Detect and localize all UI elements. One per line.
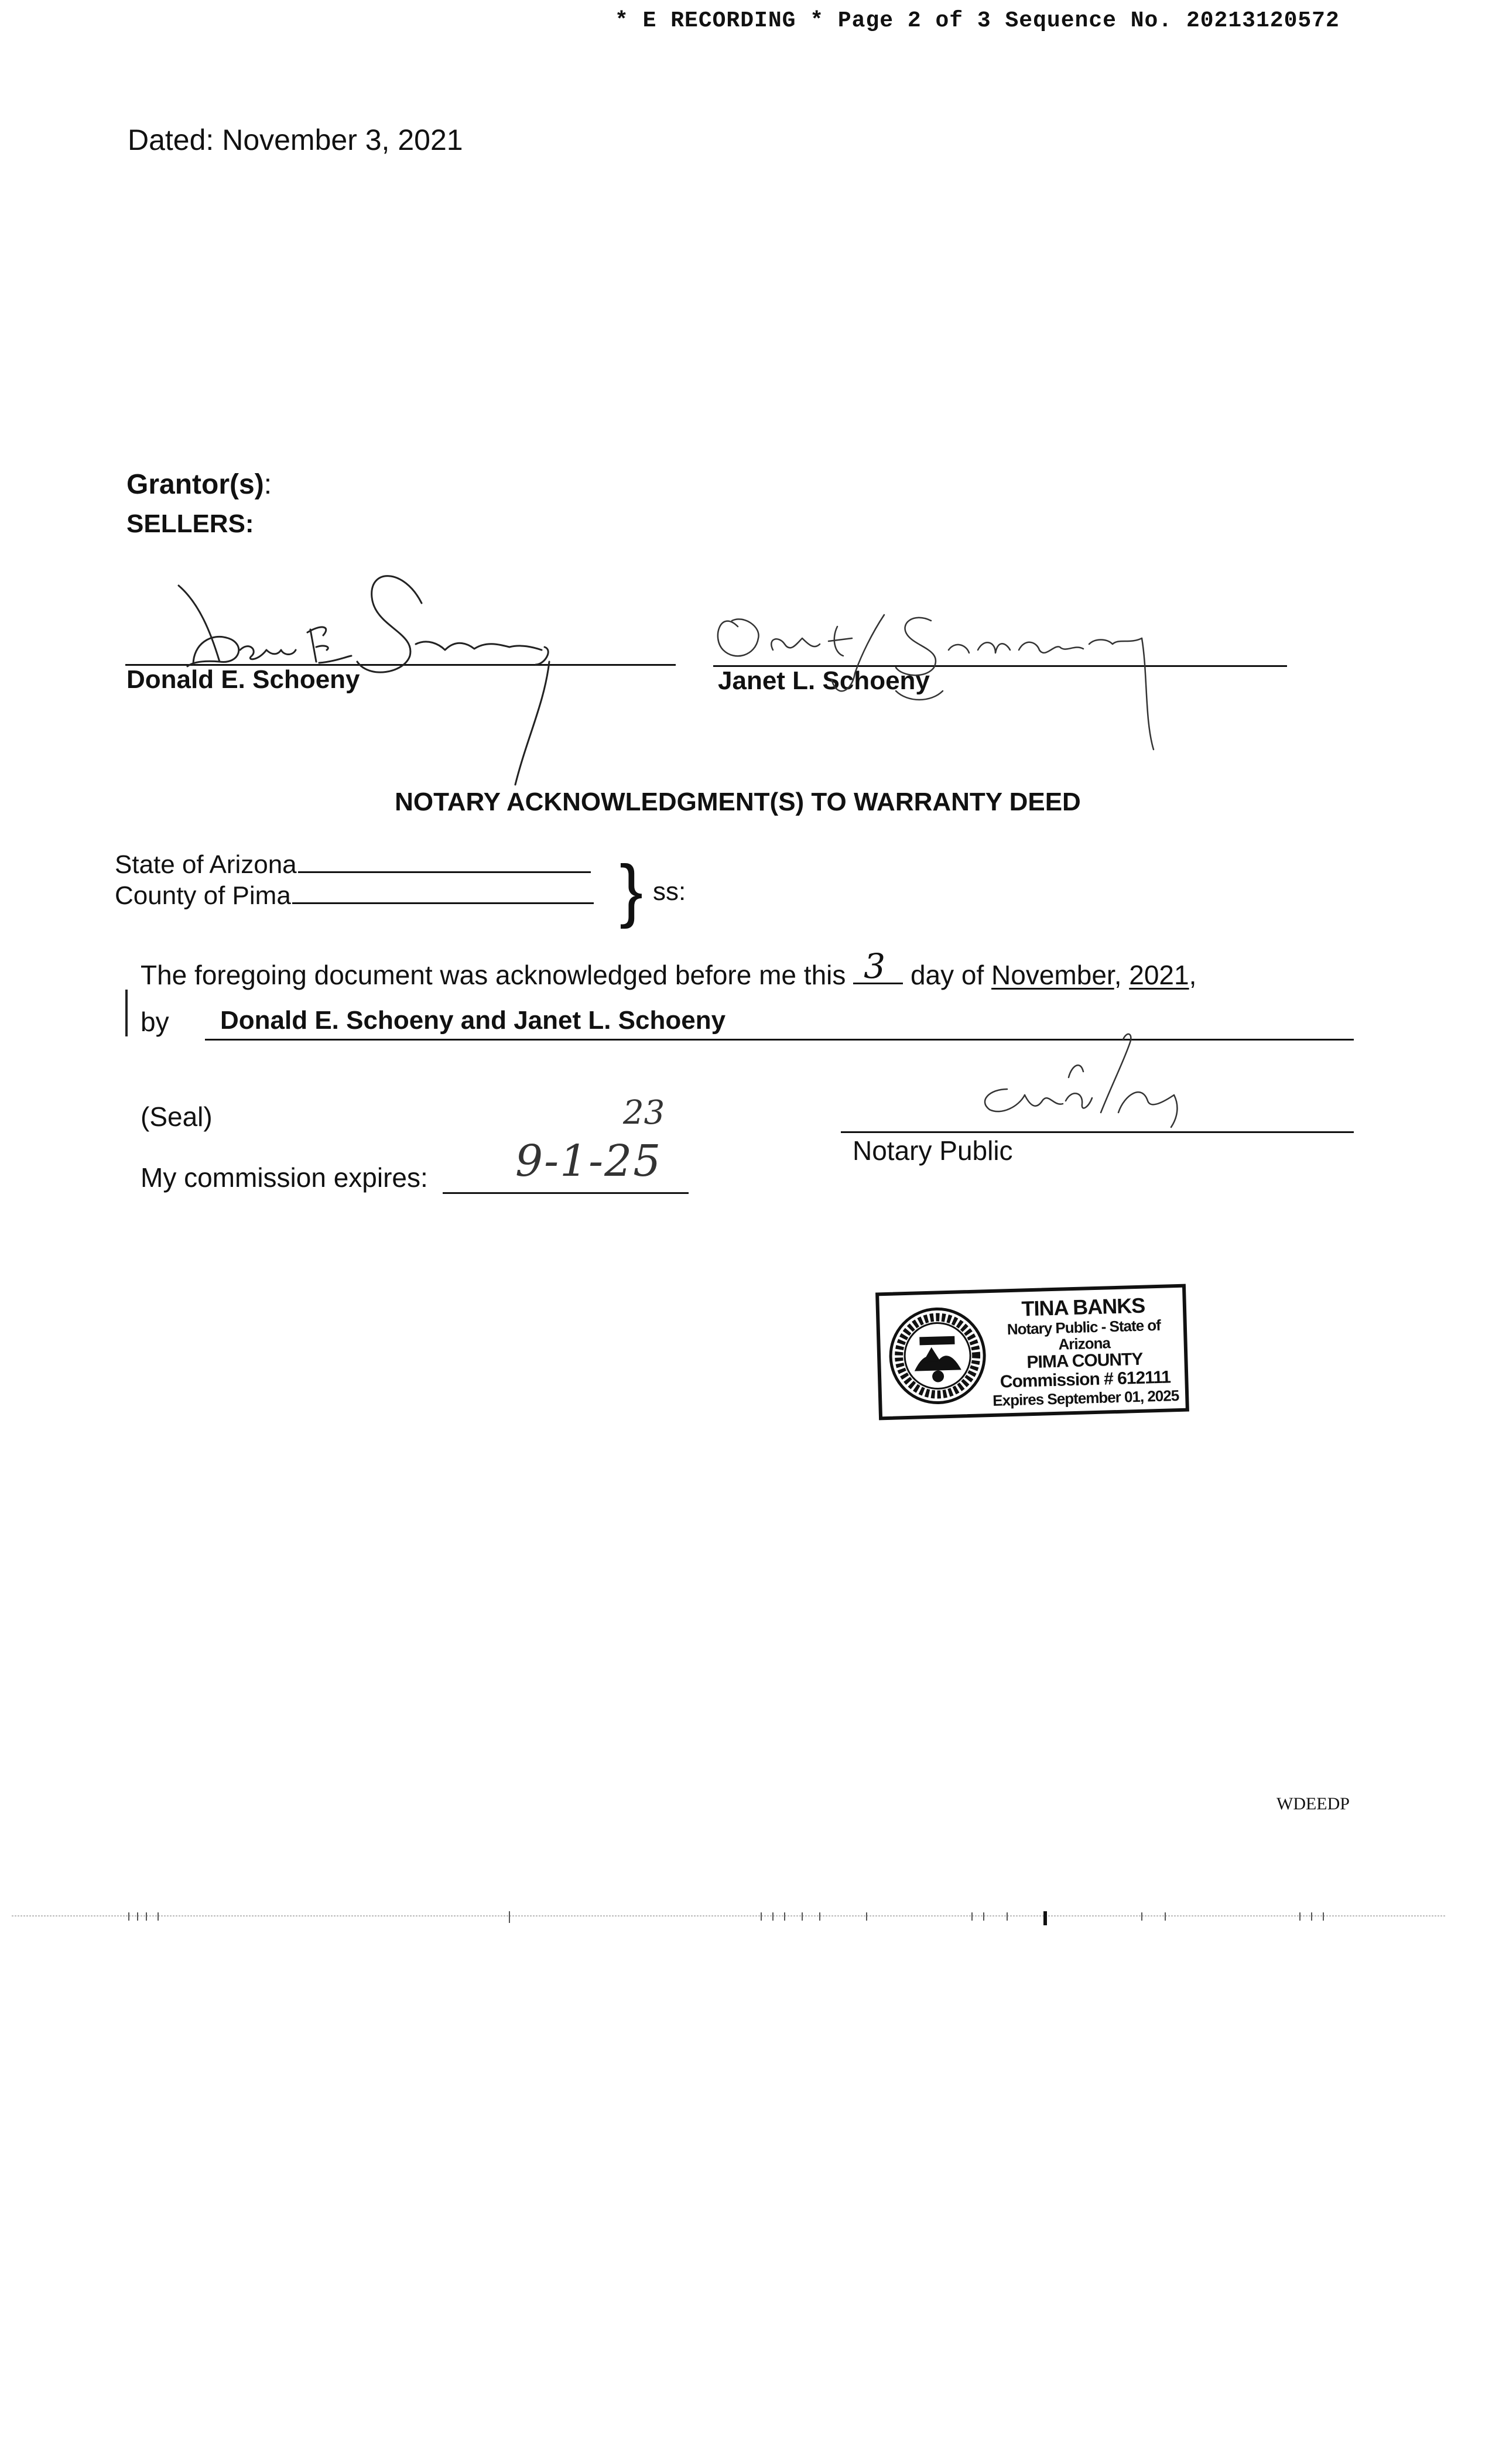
venue-state-label: State of Arizona: [115, 850, 297, 879]
acknowledgment-year: 2021: [1129, 960, 1189, 990]
notary-acknowledgment-title: NOTARY ACKNOWLEDGMENT(S) TO WARRANTY DEED: [395, 788, 1081, 816]
grantor-label-text: Grantor(s): [126, 469, 264, 500]
stamp-notary-name: TINA BANKS: [1021, 1293, 1145, 1321]
margin-bar: [125, 990, 128, 1036]
ss-label: ss:: [653, 877, 686, 906]
scan-artifact-line: [12, 1910, 1446, 1928]
notary-signature-icon: [966, 1025, 1200, 1142]
acknowledgment-prefix: The foregoing document was acknowledged before me this: [141, 960, 846, 990]
recording-header: * E RECORDING * Page 2 of 3 Sequence No. 20213120572: [615, 8, 1340, 33]
acknowledgment-year-comma: ,: [1189, 960, 1197, 990]
venue-county: [115, 881, 594, 911]
stamp-line-2: PIMA COUNTY: [1026, 1349, 1143, 1373]
commission-correction: 23: [623, 1094, 665, 1132]
dated-line: Dated: November 3, 2021: [128, 124, 463, 156]
stamp-line-3: Commission # 612111: [1000, 1367, 1171, 1392]
signer-name-janet: Janet L. Schoeny: [718, 666, 930, 695]
janet-signature-icon: [709, 603, 1177, 755]
arizona-seal-icon: [887, 1305, 989, 1407]
grantor-label-colon: :: [263, 469, 272, 500]
acknowledgment-month: November: [991, 960, 1114, 990]
stamp-text-block: [983, 1293, 1185, 1409]
venue-county-label: County of Pima: [115, 881, 291, 910]
donald-signature-icon: [170, 562, 580, 785]
stamp-line-1: Notary Public - State of Arizona: [1007, 1316, 1161, 1353]
signer-name-donald: Donald E. Schoeny: [126, 665, 360, 694]
seal-label: (Seal): [141, 1101, 213, 1132]
grantor-label: [126, 468, 272, 501]
stamp-line-4: Expires September 01, 2025: [992, 1386, 1179, 1409]
form-code: WDEEDP: [1276, 1794, 1350, 1813]
venue-state-line: [298, 854, 591, 873]
venue-state: [115, 850, 591, 879]
commission-label: My commission expires:: [141, 1162, 428, 1193]
by-names: Donald E. Schoeny and Janet L. Schoeny: [220, 1006, 726, 1035]
venue-brace-icon: }: [620, 851, 644, 929]
by-label: by: [141, 1007, 169, 1037]
acknowledgment-comma: ,: [1114, 960, 1122, 990]
notary-public-label: Notary Public: [853, 1135, 1013, 1166]
acknowledgment-day-blank: [853, 946, 903, 986]
venue-county-line: [292, 885, 594, 904]
acknowledgment-day-value: 3: [864, 946, 886, 986]
commission-value: 9-1-25: [515, 1136, 662, 1186]
acknowledgment-sentence: [141, 946, 1197, 991]
notary-signature-line: [841, 1131, 1354, 1133]
acknowledgment-day-of: day of: [910, 960, 984, 990]
commission-line: [443, 1192, 689, 1194]
sellers-label: SELLERS:: [126, 509, 254, 538]
notary-stamp: [875, 1284, 1189, 1421]
